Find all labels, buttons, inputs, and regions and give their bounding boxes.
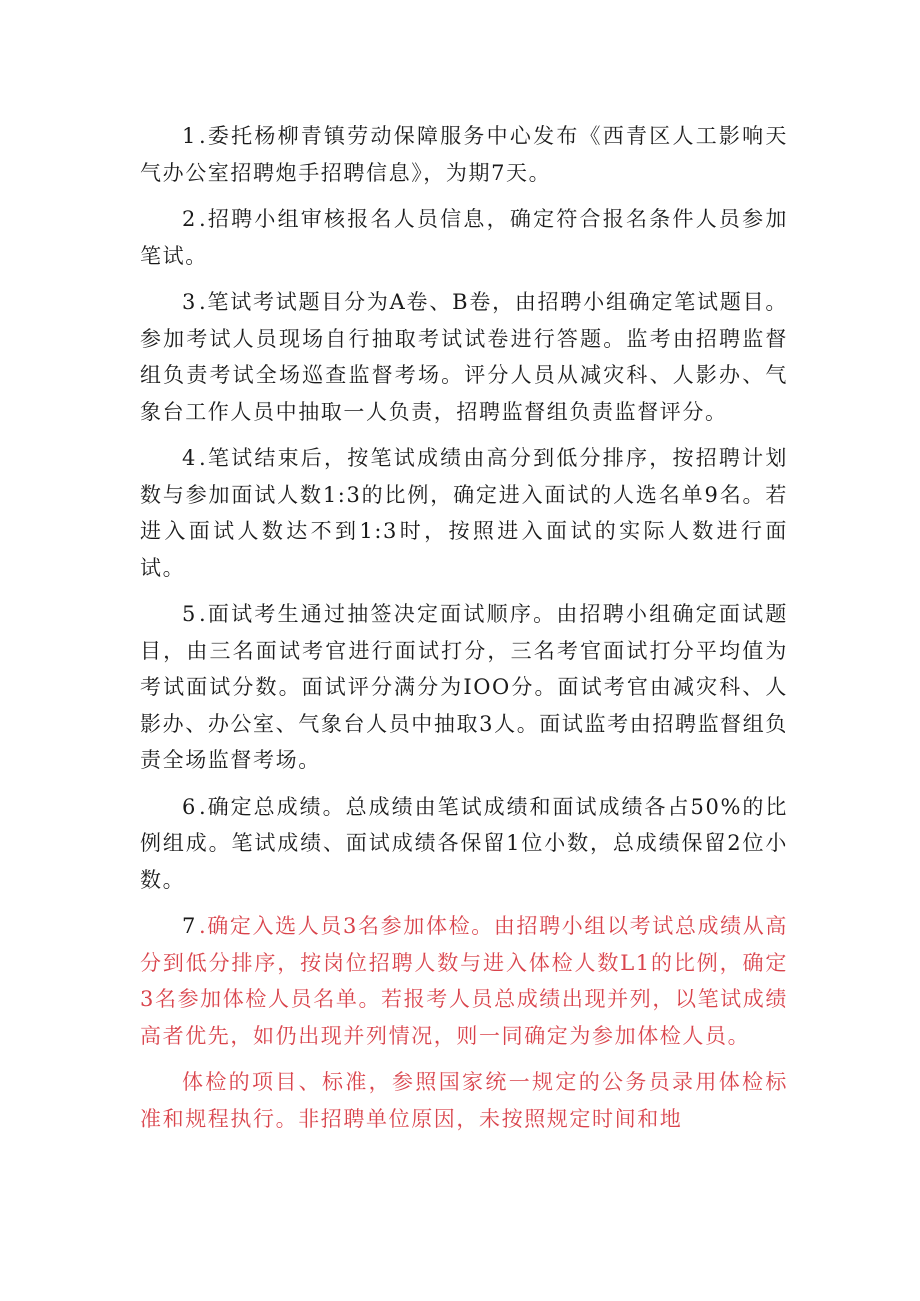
- paragraph-6: [140, 789, 788, 899]
- paragraph-text-highlighted: 体检的项目、标准，参照国家统一规定的公务员录用体检标准和规程执行。非招聘单位原因，未按照规定时间和地: [140, 1070, 788, 1131]
- paragraph-number: 5: [182, 602, 197, 626]
- paragraph-number: 3: [182, 290, 197, 314]
- paragraph-3: [140, 284, 788, 430]
- paragraph-number: 6: [182, 794, 197, 819]
- paragraph-4: [140, 440, 788, 586]
- paragraph-text: .面试考生通过抽签决定面试顺序。由招聘小组确定面试题目，由三名面试考官进行面试打分，三名考官面试打分平均值为考试面试分数。面试评分满分为IOO分。面试考官由减灾科、人影办、办公室、气象台人员中抽取3人。面试监考由招聘监督组负责全场监督考场。: [140, 602, 788, 772]
- paragraph-text-highlighted: .确定入选人员3名参加体检。由招聘小组以考试总成绩从高分到低分排序，按岗位招聘人数与进入体检人数L1的比例，确定3名参加体检人员名单。若报考人员总成绩出现并列，以笔试成绩高者优先，如仍出现并列情况，则一同确定为参加体检人员。: [140, 914, 788, 1048]
- paragraph-text: .笔试考试题目分为A卷、B卷，由招聘小组确定笔试题目。参加考试人员现场自行抽取考试试卷进行答题。监考由招聘监督组负责考试全场巡查监督考场。评分人员从减灾科、人影办、气象台工作人员中抽取一人负责，招聘监督组负责监督评分。: [140, 290, 788, 424]
- paragraph-7: [140, 908, 788, 1054]
- paragraph-number: 1: [182, 124, 197, 148]
- paragraph-8: [140, 1064, 788, 1137]
- paragraph-number: 4: [182, 446, 197, 470]
- paragraph-number: 2: [182, 207, 197, 231]
- paragraph-2: [140, 201, 788, 274]
- paragraph-text: .笔试结束后，按笔试成绩由高分到低分排序，按招聘计划数与参加面试人数1:3的比例，确定进入面试的人选名单9名。若进入面试人数达不到1:3时，按照进入面试的实际人数进行面试。: [140, 446, 788, 580]
- paragraph-text: .委托杨柳青镇劳动保障服务中心发布《西青区人工影响天气办公室招聘炮手招聘信息》，为期7天。: [140, 124, 788, 185]
- document-page: [140, 118, 788, 1147]
- paragraph-number: 7: [182, 914, 197, 938]
- paragraph-text: .招聘小组审核报名人员信息，确定符合报名条件人员参加笔试。: [140, 207, 788, 268]
- paragraph-1: [140, 118, 788, 191]
- paragraph-5: [140, 596, 788, 779]
- paragraph-text: .确定总成绩。总成绩由笔试成绩和面试成绩各占50%的比例组成。笔试成绩、面试成绩各保留1位小数，总成绩保留2位小数。: [140, 794, 788, 892]
